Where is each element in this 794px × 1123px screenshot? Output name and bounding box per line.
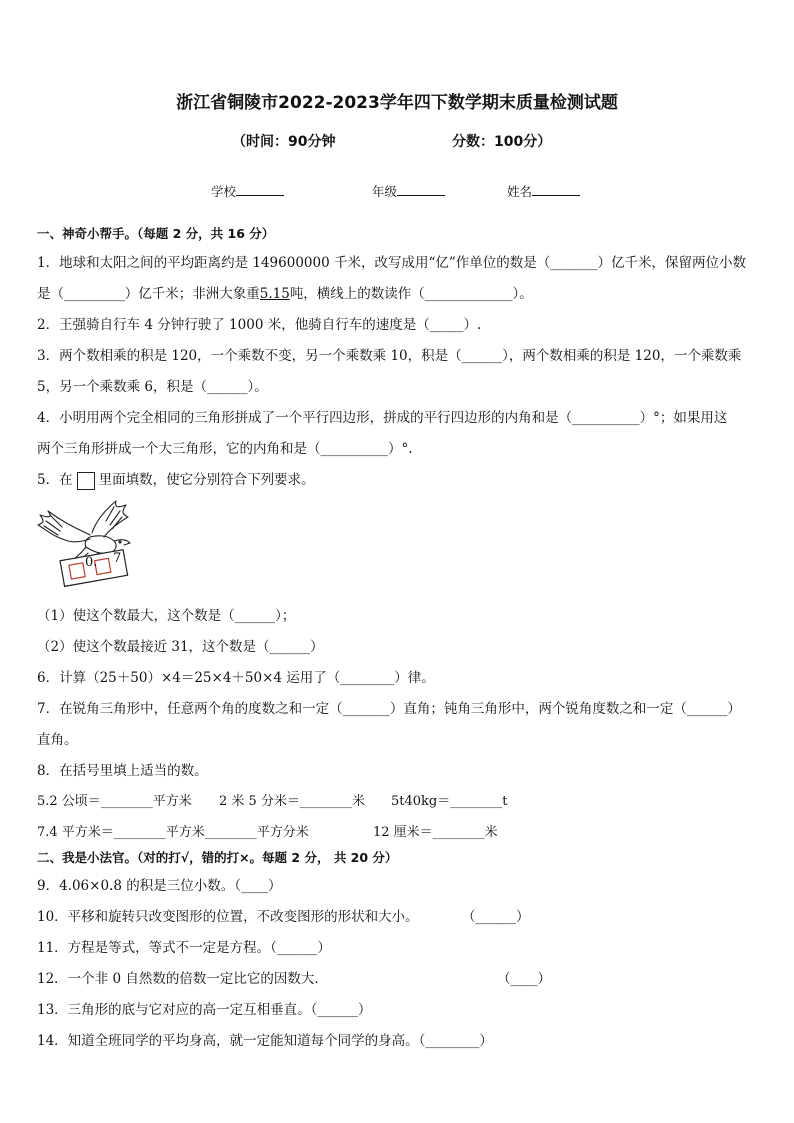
- card-digit: 7: [113, 551, 122, 566]
- score-label: 分数：100分）: [452, 134, 552, 150]
- grade-blank[interactable]: [397, 183, 445, 196]
- grade-field: [372, 182, 445, 200]
- q8-c: 5t40kg＝________t: [391, 794, 508, 809]
- q10: 10．平移和旋转只改变图形的位置，不改变图形的形状和大小。: [37, 909, 419, 925]
- q14: 14．知道全班同学的平均身高，就一定能知道每个同学的身高。（________）: [37, 1033, 493, 1049]
- page-title: 浙江省铜陵市2022-2023学年四下数学期末质量检测试题: [176, 93, 618, 113]
- q8-e: 12 厘米＝________米: [373, 825, 498, 840]
- q1-line2: [37, 282, 533, 302]
- q12-blank: （____）: [497, 971, 551, 987]
- time-label: （时间：90分钟: [232, 134, 336, 150]
- q5-text-a: 5．在: [37, 472, 73, 488]
- q3-line2: 5，另一个乘数乘 6，积是（______）。: [37, 379, 268, 395]
- q12: 12．一个非 0 自然数的倍数一定比它的因数大．: [37, 971, 328, 987]
- section2-heading: 二、我是小法官。（对的打√，错的打×。每题 2 分， 共 20 分）: [37, 850, 398, 865]
- school-label: 学校: [211, 184, 237, 199]
- q3-line1: 3．两个数相乘的积是 120，一个乘数不变，另一个乘数乘 10，积是（______），两个数相乘的积是 120，一个乘数乘: [37, 348, 742, 364]
- q1-underlined-number: 5.15: [259, 286, 290, 302]
- card-decimal: 0.: [85, 555, 98, 570]
- name-label: 姓名: [507, 184, 533, 199]
- q4-line1: 4．小明用两个完全相同的三角形拼成了一个平行四边形，拼成的平行四边形的内角和是（__________）°；如果用这: [37, 410, 728, 426]
- q1-text-a: 是（_________）亿千米；非洲大象重: [37, 286, 260, 302]
- q8-d: 7.4 平方米＝________平方米________平方分米: [37, 825, 309, 840]
- grade-label: 年级: [372, 184, 398, 199]
- q8-b: 2 米 5 分米＝________米: [219, 794, 365, 809]
- q1-text-b: 吨，横线上的数读作（_____________）。: [289, 286, 533, 302]
- q10-blank: （______）: [462, 909, 530, 925]
- q2: 2．王强骑自行车 4 分钟行驶了 1000 米，他骑自行车的速度是（_____）.: [37, 317, 482, 333]
- q9: 9．4.06×0.8 的积是三位小数。（____）: [37, 878, 282, 894]
- q8-a: 5.2 公顷＝________平方米: [37, 794, 192, 809]
- q1-line1: 1．地球和太阳之间的平均距离约是 149600000 千米，改写成用“亿”作单位的数是（_______）亿千米，保留两位小数: [37, 255, 747, 271]
- section1-heading: 一、神奇小帮手。（每题 2 分，共 16 分）: [37, 226, 275, 241]
- q7-line2: 直角。: [37, 732, 78, 748]
- q6: 6．计算（25＋50）×4＝25×4＋50×4 运用了（________）律。: [37, 670, 435, 686]
- school-field: [211, 182, 284, 200]
- q5-prompt: [37, 468, 315, 490]
- dove-icon: [34, 493, 142, 589]
- name-blank[interactable]: [532, 183, 580, 196]
- q5-text-b: 里面填数，使它分别符合下列要求。: [98, 472, 315, 488]
- q13: 13．三角形的底与它对应的高一定互相垂直。（______）: [37, 1002, 372, 1018]
- q11: 11．方程是等式，等式不一定是方程。（______）: [37, 940, 331, 956]
- q5-2: （2）使这个数最接近 31，这个数是（______）: [37, 639, 324, 655]
- q4-line2: 两个三角形拼成一个大三角形，它的内角和是（__________）°.: [37, 441, 413, 457]
- q5-1: （1）使这个数最大，这个数是（______）；: [37, 608, 296, 624]
- dove-illustration: [34, 493, 142, 589]
- q5-square-box: [77, 472, 95, 490]
- q8: 8．在括号里填上适当的数。: [37, 763, 208, 779]
- q7-line1: 7．在锐角三角形中，任意两个角的度数之和一定（_______）直角；钝角三角形中，两个锐角度数之和一定（______）: [37, 701, 741, 717]
- name-field: [507, 182, 580, 200]
- school-blank[interactable]: [236, 183, 284, 196]
